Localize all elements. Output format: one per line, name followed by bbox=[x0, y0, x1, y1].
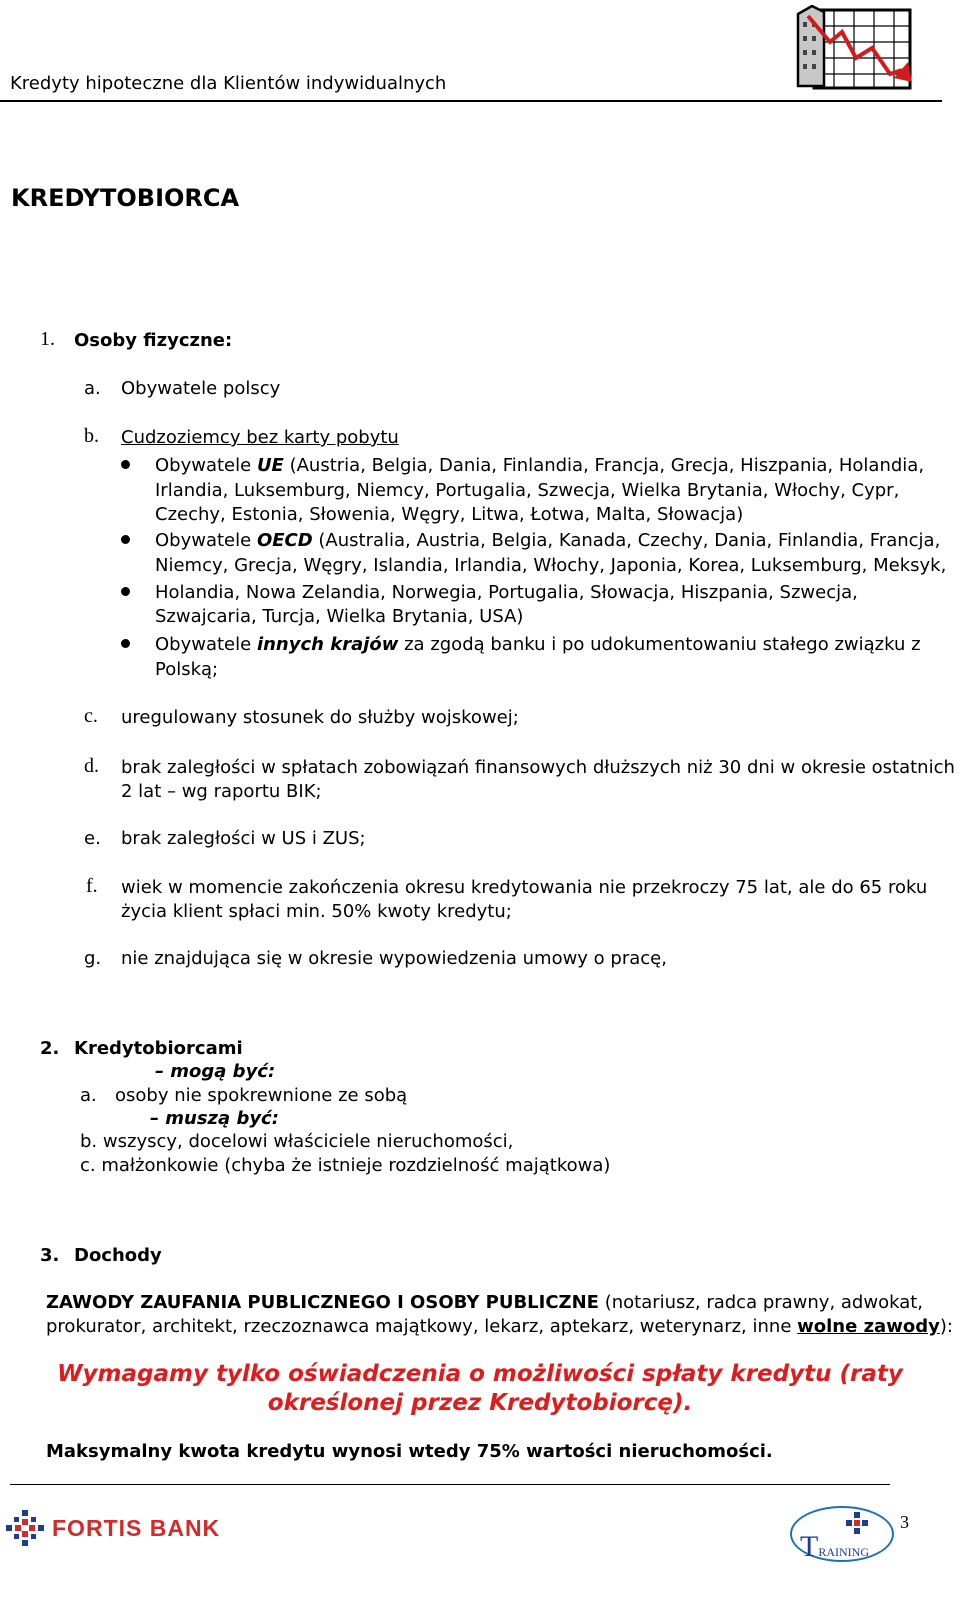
bullet-eu-line2: Irlandia, Luksemburg, Niemcy, Portugalia, Szwecja, Wielka Brytania, Włochy, Cypr, bbox=[155, 480, 900, 501]
section-1-number: 1. bbox=[40, 328, 55, 350]
footer-rule bbox=[10, 1484, 890, 1485]
may-item-text: osoby nie spokrewnione ze sobą bbox=[115, 1085, 408, 1106]
professions-line2: prokurator, architekt, rzeczoznawca majątkowy, lekarz, aptekarz, weterynarz, inne wolne zawody): bbox=[46, 1316, 953, 1337]
item-f-line1: wiek w momencie zakończenia okresu kredytowania nie przekroczy 75 lat, ale do 65 roku bbox=[121, 877, 928, 898]
running-title: Kredyty hipoteczne dla Klientów indywidualnych bbox=[10, 73, 447, 94]
bullet-other-line1: Obywatele innych krajów za zgodą banku i po udokumentowaniu stałego związku z bbox=[155, 634, 921, 655]
item-e-text: brak zaległości w US i ZUS; bbox=[121, 828, 366, 849]
free-professions-link: wolne zawody bbox=[797, 1316, 940, 1337]
training-logo-text: TRAINING bbox=[800, 1530, 869, 1563]
may-be-label: – mogą być: bbox=[155, 1061, 276, 1082]
page-number: 3 bbox=[900, 1512, 909, 1532]
bullet-oecd-line1: Obywatele OECD (Australia, Austria, Belgia, Kanada, Czechy, Dania, Finlandia, Francja, bbox=[155, 530, 941, 551]
section-1-heading: Osoby fizyczne: bbox=[74, 330, 233, 351]
section-2-heading: Kredytobiorcami bbox=[74, 1038, 243, 1059]
bullet-oecd-line3: Holandia, Nowa Zelandia, Norwegia, Portugalia, Słowacja, Hiszpania, Szwecja, bbox=[155, 582, 858, 603]
declining-chart-building-icon bbox=[790, 2, 920, 94]
bullet-oecd-line4: Szwajcaria, Turcja, Wielka Brytania, USA) bbox=[155, 606, 524, 627]
section-2-number: 2. bbox=[40, 1038, 60, 1059]
must-item-b: b. wszyscy, docelowi właściciele nieruchomości, bbox=[80, 1131, 514, 1152]
bullet-other-line2: Polską; bbox=[155, 659, 219, 680]
item-e-marker: e. bbox=[84, 828, 101, 849]
item-c-marker: c. bbox=[84, 705, 98, 727]
bullet-marker bbox=[121, 460, 130, 469]
highlight-line2: określonej przez Kredytobiorcę). bbox=[267, 1390, 693, 1416]
item-a-marker: a. bbox=[84, 378, 101, 399]
bullet-eu-line1: Obywatele UE (Austria, Belgia, Dania, Finlandia, Francja, Grecja, Hiszpania, Holandia, bbox=[155, 455, 925, 476]
item-g-text: nie znajdująca się w okresie wypowiedzenia umowy o pracę, bbox=[121, 948, 667, 969]
bullet-marker bbox=[121, 587, 130, 596]
fortis-logo-icon bbox=[2, 1508, 48, 1548]
item-f-line2: życia klient spłaci min. 50% kwoty kredytu; bbox=[121, 901, 512, 922]
max-amount-note: Maksymalny kwota kredytu wynosi wtedy 75% wartości nieruchomości. bbox=[46, 1441, 773, 1462]
bank-name: FORTIS BANK bbox=[52, 1515, 221, 1541]
item-d-marker: d. bbox=[84, 755, 99, 777]
item-f-marker: f. bbox=[86, 875, 98, 897]
bullet-marker bbox=[121, 639, 130, 648]
eu-emphasis: UE bbox=[256, 455, 284, 476]
highlight-line1: Wymagamy tylko oświadczenia o możliwości spłaty kredytu (raty bbox=[57, 1361, 903, 1387]
item-g-marker: g. bbox=[84, 948, 102, 969]
item-b-text: Cudzoziemcy bez karty pobytu bbox=[121, 427, 399, 448]
must-item-c: c. małżonkowie (chyba że istnieje rozdzielność majątkowa) bbox=[80, 1155, 611, 1176]
other-countries-emphasis: innych krajów bbox=[256, 634, 399, 655]
item-c-text: uregulowany stosunek do służby wojskowej; bbox=[121, 707, 519, 728]
bullet-oecd-line2: Niemcy, Grecja, Węgry, Islandia, Irlandia, Włochy, Japonia, Korea, Luksemburg, Meksyk, bbox=[155, 555, 947, 576]
item-b-marker: b. bbox=[84, 425, 99, 447]
oecd-emphasis: OECD bbox=[256, 530, 313, 551]
section-3-heading: Dochody bbox=[74, 1245, 162, 1266]
may-item-marker: a. bbox=[80, 1085, 97, 1106]
professions-line1: ZAWODY ZAUFANIA PUBLICZNEGO I OSOBY PUBLICZNE (notariusz, radca prawny, adwokat, bbox=[46, 1292, 924, 1313]
bullet-marker bbox=[121, 535, 130, 544]
section-3-number: 3. bbox=[40, 1245, 60, 1266]
must-be-label: – muszą być: bbox=[150, 1108, 279, 1129]
item-d-line1: brak zaległości w spłatach zobowiązań finansowych dłuższych niż 30 dni w okresie ostatnich bbox=[121, 757, 955, 778]
bullet-eu-line3: Czechy, Estonia, Słowenia, Węgry, Litwa, Łotwa, Malta, Słowacja) bbox=[155, 504, 744, 525]
page-title: KREDYTOBIORCA bbox=[11, 184, 240, 212]
item-d-line2: 2 lat – wg raportu BIK; bbox=[121, 781, 322, 802]
item-a-text: Obywatele polscy bbox=[121, 378, 281, 399]
header-rule bbox=[0, 100, 942, 102]
